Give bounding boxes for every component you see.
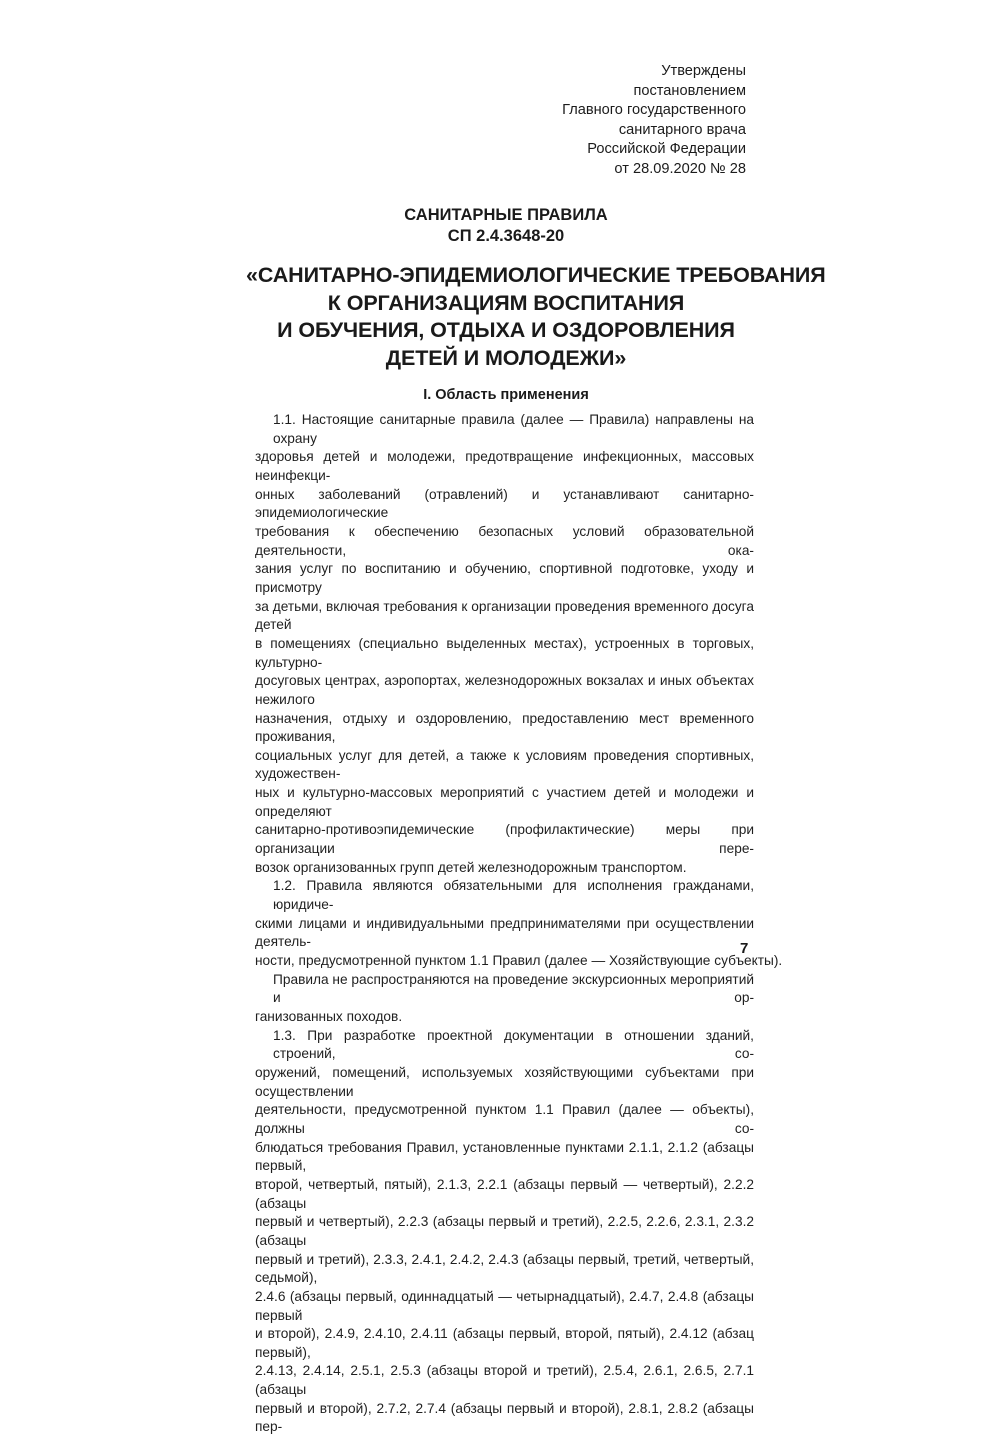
document-title: [246, 262, 826, 372]
paragraph-line: 1.2. Правила являются обязательными для исполнения гражданами, юридиче-: [273, 878, 754, 913]
section-title: I. Область применения: [423, 387, 589, 403]
rules-heading: [256, 205, 756, 247]
approval-line: Утверждены: [661, 63, 746, 79]
paragraph-line: за детьми, включая требования к организации проведения временного досуга детей: [255, 598, 754, 633]
paragraph-line: ных и культурно-массовых мероприятий с участием детей и молодежи и определяют: [255, 785, 754, 819]
paragraph-line: в помещениях (специально выделенных местах), устроенных в торговых, культурно-: [255, 635, 754, 670]
paragraph-line: 1.1. Настоящие санитарные правила (далее — Правила) направлены на охрану: [273, 412, 754, 446]
paragraph-line: первый и четвертый), 2.2.3 (абзацы первый и третий), 2.2.5, 2.2.6, 2.3.1, 2.3.2 (абзацы: [255, 1214, 754, 1248]
approval-line: Главного государственного: [562, 102, 746, 118]
paragraph-line: назначения, отдыху и оздоровлению, предоставлению мест временного проживания,: [255, 710, 754, 745]
paragraph-line: и второй), 2.4.9, 2.4.10, 2.4.11 (абзацы первый, второй, пятый), 2.4.12 (абзац первый),: [255, 1326, 754, 1360]
paragraph-line: санитарно-противоэпидемические (профилактические) меры при организации пере-: [255, 822, 754, 857]
approval-line: от 28.09.2020 № 28: [614, 160, 746, 177]
paragraph-line: 1.3. При разработке проектной документации в отношении зданий, строений, со-: [273, 1027, 754, 1062]
paragraph-line: Правила не распространяются на проведение экскурсионных мероприятий и ор-: [273, 971, 754, 1006]
paragraph-line: первый и второй), 2.7.2, 2.7.4 (абзацы первый и второй), 2.8.1, 2.8.2 (абзацы пер-: [255, 1400, 754, 1435]
title-line: ДЕТЕЙ И МОЛОДЕЖИ»: [385, 345, 627, 370]
approval-line: постановлением: [633, 82, 746, 99]
approval-block: [562, 62, 746, 179]
paragraph-line: блюдаться требования Правил, установленные пунктами 2.1.1, 2.1.2 (абзацы первый,: [255, 1139, 754, 1174]
title-line: «САНИТАРНО-ЭПИДЕМИОЛОГИЧЕСКИЕ ТРЕБОВАНИЯ: [246, 263, 826, 287]
approval-line: санитарного врача: [618, 121, 746, 138]
paragraph-line: социальных услуг для детей, а также к условиям проведения спортивных, художествен-: [255, 747, 754, 782]
paragraph-line: деятельности, предусмотренной пунктом 1.1 Правил (далее — объекты), должны со-: [255, 1102, 754, 1136]
paragraph-line: второй, четвертый, пятый), 2.1.3, 2.2.1 (абзацы первый — четвертый), 2.2.2 (абзацы: [255, 1176, 754, 1211]
approval-line: Российской Федерации: [587, 141, 746, 157]
rules-heading-line: САНИТАРНЫЕ ПРАВИЛА: [404, 206, 608, 224]
paragraph-line: здоровья детей и молодежи, предотвращение инфекционных, массовых неинфекци-: [255, 449, 754, 483]
paragraph-line: первый и третий), 2.3.3, 2.4.1, 2.4.2, 2.4.3 (абзацы первый, третий, четвертый, седьмой),: [255, 1251, 754, 1286]
paragraph-line: 2.4.13, 2.4.14, 2.5.1, 2.5.3 (абзацы второй и третий), 2.5.4, 2.6.1, 2.6.5, 2.7.1 (абзацы: [255, 1363, 754, 1398]
paragraph-line: ности, предусмотренной пунктом 1.1 Правил (далее — Хозяйствующие субъекты).: [255, 953, 783, 969]
paragraph-line: досуговых центрах, аэропортах, железнодорожных вокзалах и иных объектах нежилого: [255, 673, 754, 707]
body-text: [255, 411, 783, 1437]
paragraph-line: зания услуг по воспитанию и обучению, спортивной подготовке, уходу и присмотру: [255, 561, 754, 595]
paragraph-line: ганизованных походов.: [255, 1009, 403, 1024]
paragraph-line: онных заболеваний (отравлений) и устанавливают санитарно-эпидемиологические: [255, 486, 754, 521]
title-line: К ОРГАНИЗАЦИЯМ ВОСПИТАНИЯ: [327, 290, 685, 315]
paragraph-line: 2.4.6 (абзацы первый, одиннадцатый — четырнадцатый), 2.4.7, 2.4.8 (абзацы первый: [255, 1288, 754, 1323]
paragraph-line: требования к обеспечению безопасных условий образовательной деятельности, ока-: [255, 523, 754, 558]
page-number: 7: [740, 940, 749, 957]
paragraph-line: возок организованных групп детей железнодорожным транспортом.: [255, 859, 687, 875]
rules-code: СП 2.4.3648-20: [447, 227, 565, 245]
title-line: И ОБУЧЕНИЯ, ОТДЫХА И ОЗДОРОВЛЕНИЯ: [277, 318, 735, 342]
paragraph-line: оружений, помещений, используемых хозяйствующими субъектами при осуществлении: [255, 1064, 754, 1099]
paragraph-line: скими лицами и индивидуальными предпринимателями при осуществлении деятель-: [255, 915, 754, 950]
